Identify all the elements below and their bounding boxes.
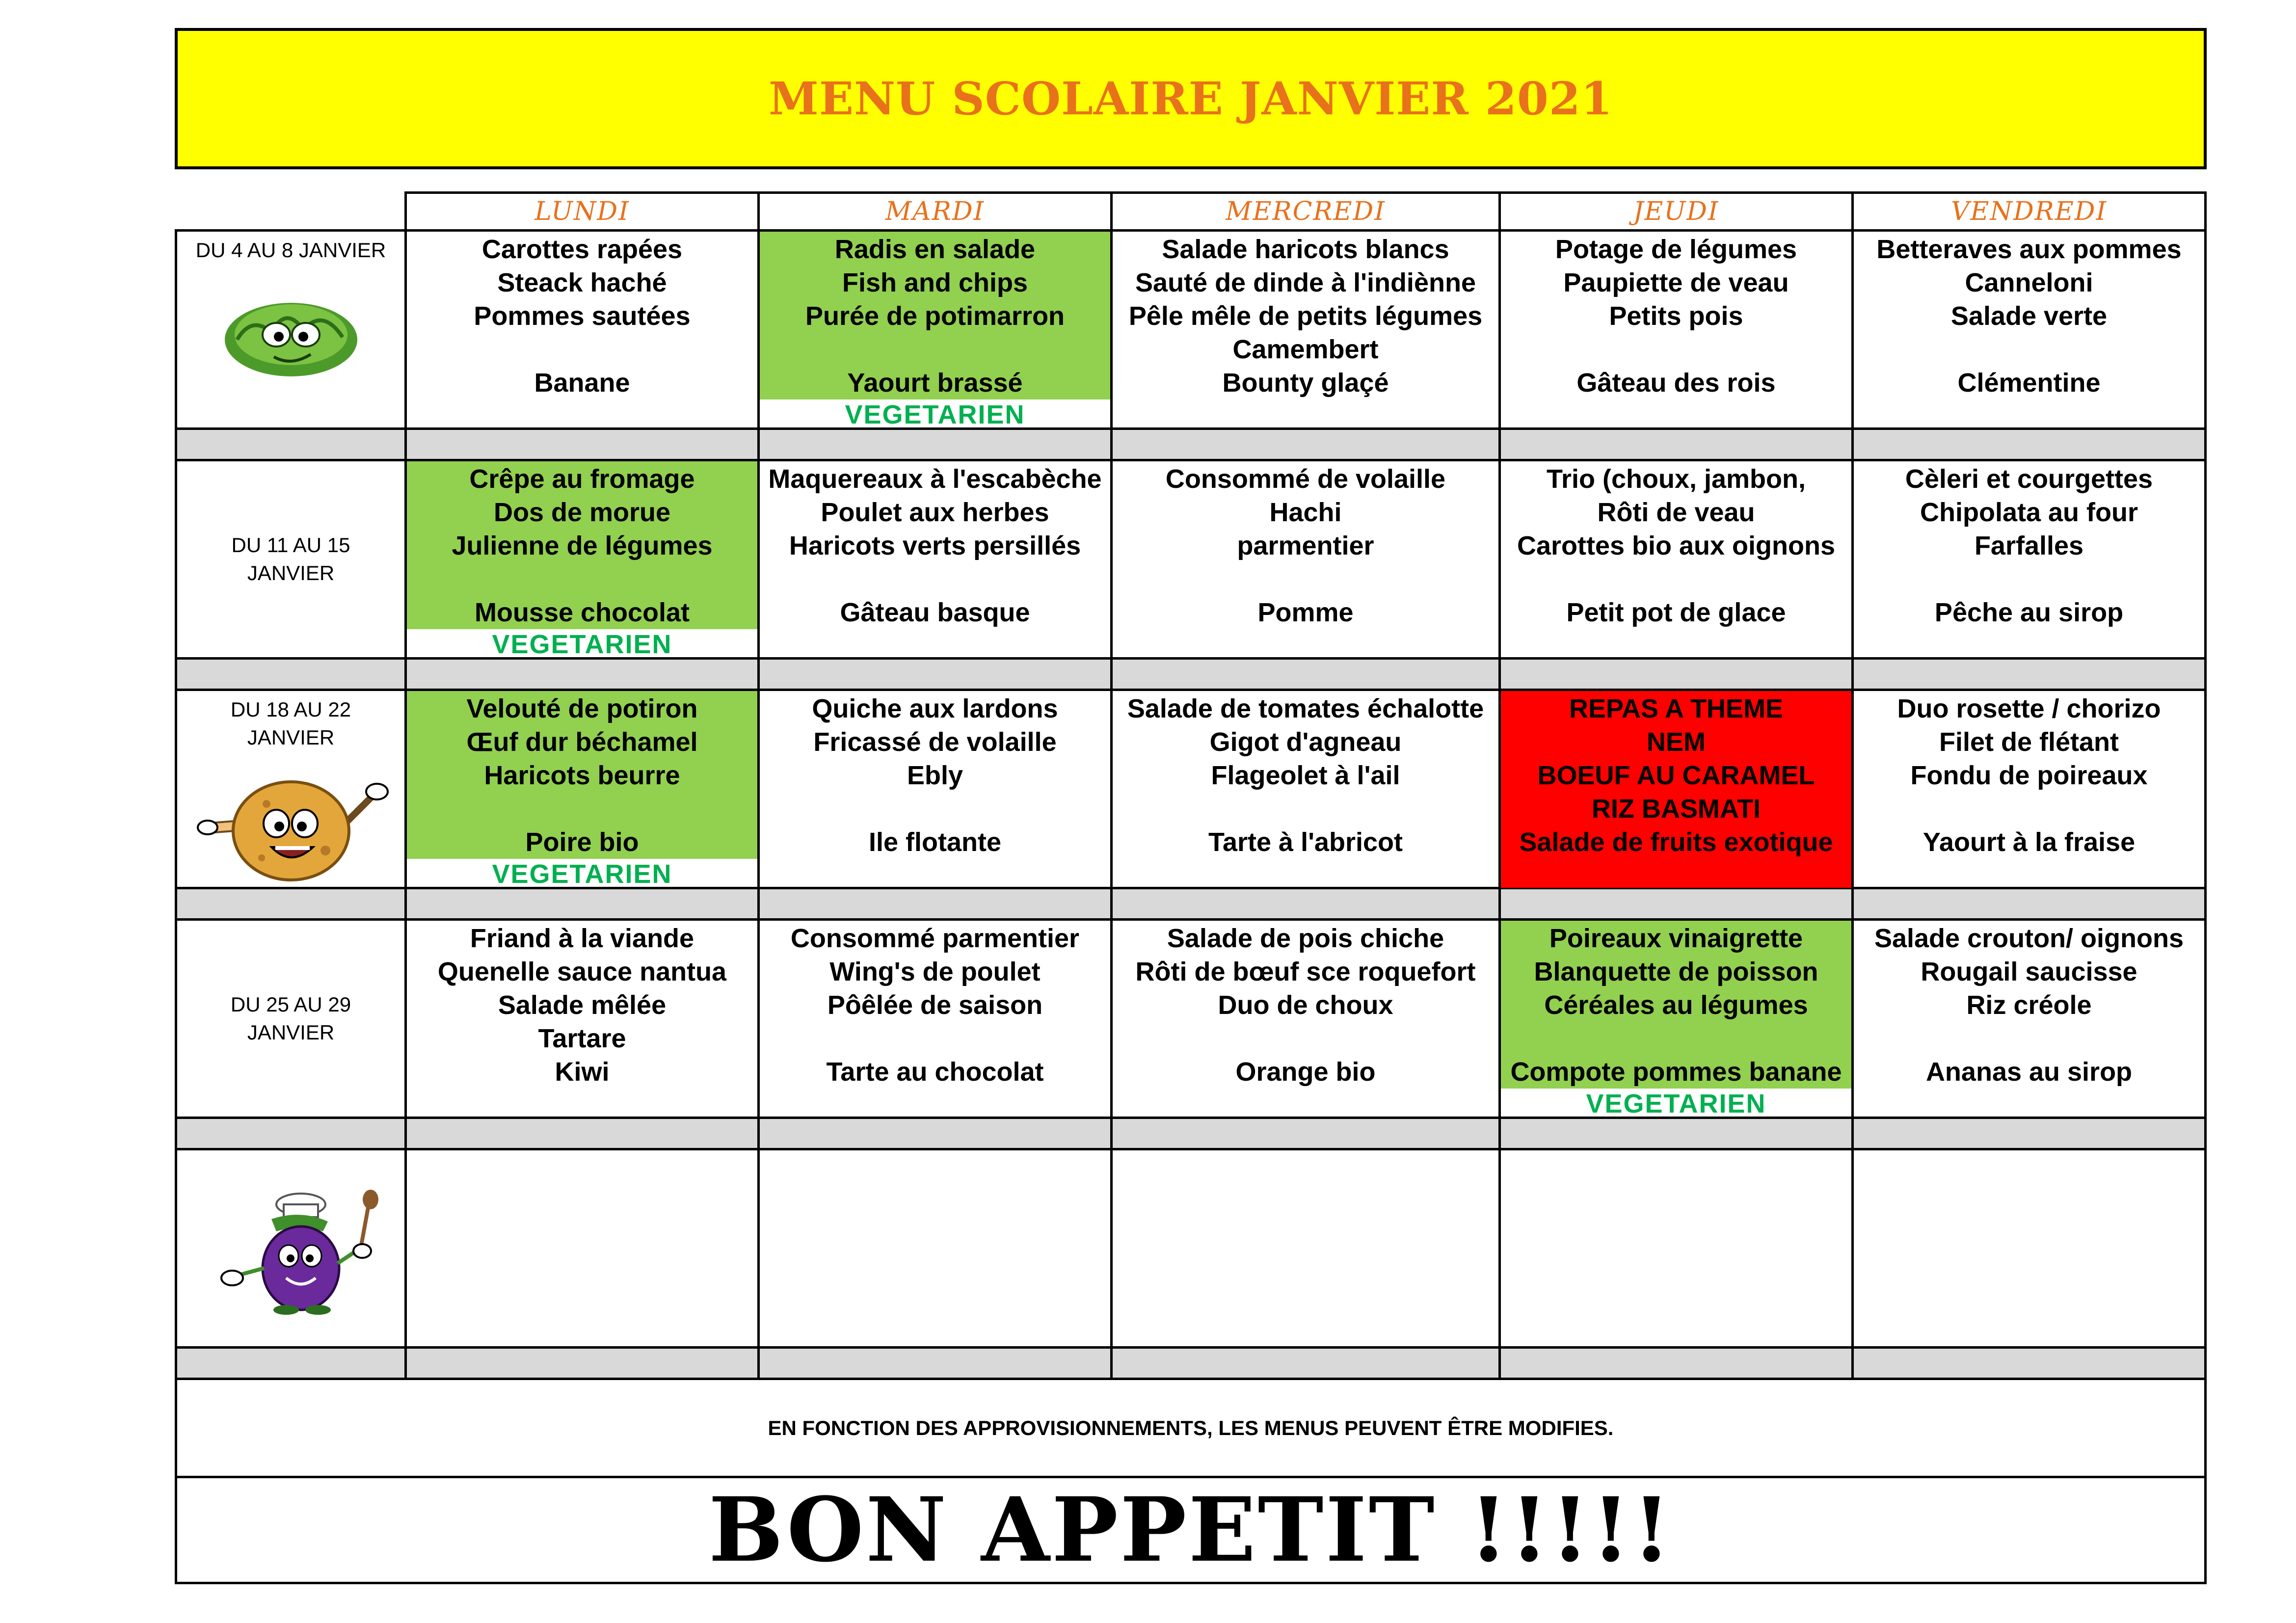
row-spacer bbox=[1854, 889, 2207, 921]
menu-line: Pomme bbox=[1257, 598, 1354, 627]
menu-line: RIZ BASMATI bbox=[1592, 794, 1761, 824]
empty-cell bbox=[1501, 1150, 1854, 1349]
table-corner bbox=[175, 191, 407, 232]
menu-line: parmentier bbox=[1237, 531, 1374, 560]
menu-line: Gâteau des rois bbox=[1576, 368, 1776, 398]
menu-line: Trio (choux, jambon, bbox=[1546, 464, 1806, 494]
row-spacer bbox=[1501, 1119, 1854, 1150]
menu-cell-w4-vendredi bbox=[1854, 921, 2207, 1119]
menu-line: Rougail saucisse bbox=[1921, 957, 2137, 986]
week-label-3 bbox=[175, 691, 407, 889]
vegetarian-tag: VEGETARIEN bbox=[845, 400, 1025, 429]
row-spacer bbox=[1501, 660, 1854, 691]
menu-line: Banane bbox=[534, 368, 630, 398]
menu-cell-w3-mercredi bbox=[1113, 691, 1501, 889]
menu-line: Œuf dur béchamel bbox=[466, 727, 698, 757]
menu-cell-w2-mercredi bbox=[1113, 461, 1501, 660]
menu-line: Yaourt à la fraise bbox=[1922, 827, 2136, 857]
empty-cell bbox=[407, 1150, 760, 1349]
menu-line: Clémentine bbox=[1957, 368, 2101, 398]
day-header-monday: LUNDI bbox=[407, 191, 760, 232]
menu-line: Salade mêlée bbox=[498, 990, 667, 1020]
menu-cell-w4-mercredi bbox=[1113, 921, 1501, 1119]
empty-cell bbox=[1854, 1150, 2207, 1349]
menu-cell-w4-mardi bbox=[760, 921, 1113, 1119]
empty-cell bbox=[760, 1150, 1113, 1349]
menu-cell-w2-lundi bbox=[407, 461, 760, 660]
menu-line: Salade de fruits exotique bbox=[1519, 827, 1833, 857]
menu-table bbox=[175, 191, 2207, 1602]
menu-line: NEM bbox=[1647, 727, 1706, 757]
menu-line: Friand à la viande bbox=[470, 924, 694, 953]
menu-cell-w2-vendredi bbox=[1854, 461, 2207, 660]
menu-line: Crêpe au fromage bbox=[469, 464, 695, 494]
row-spacer bbox=[1501, 889, 1854, 921]
menu-line: Salade haricots blancs bbox=[1162, 235, 1449, 264]
menu-cell-w3-lundi bbox=[407, 691, 760, 889]
menu-line: Salade de pois chiche bbox=[1167, 924, 1444, 953]
menu-line: Salade de tomates échalotte bbox=[1127, 694, 1484, 723]
menu-line: Orange bio bbox=[1235, 1057, 1376, 1087]
menu-cell-w1-vendredi bbox=[1854, 232, 2207, 430]
row-spacer bbox=[407, 430, 760, 461]
menu-cell-w1-jeudi bbox=[1501, 232, 1854, 430]
row-spacer bbox=[760, 430, 1113, 461]
row-spacer bbox=[175, 1119, 407, 1150]
potato-mascot-icon bbox=[177, 765, 404, 882]
week-label-2 bbox=[175, 461, 407, 660]
menu-line: Canneloni bbox=[1965, 268, 2093, 297]
row-spacer bbox=[1501, 430, 1854, 461]
menu-line: Radis en salade bbox=[834, 235, 1036, 264]
menu-line: Céréales au légumes bbox=[1544, 990, 1808, 1020]
menu-line: Camembert bbox=[1232, 335, 1379, 364]
menu-line: Salade crouton/ oignons bbox=[1874, 924, 2184, 953]
row-spacer bbox=[1113, 889, 1501, 921]
menu-line: Compote pommes banane bbox=[1510, 1057, 1842, 1087]
menu-cell-w4-jeudi bbox=[1501, 921, 1854, 1119]
menu-line: Steack haché bbox=[497, 268, 667, 297]
menu-cell-w2-mardi bbox=[760, 461, 1113, 660]
menu-line: BOEUF AU CARAMEL bbox=[1537, 761, 1815, 790]
menu-line: Fricassé de volaille bbox=[813, 727, 1057, 757]
menu-line: Maquereaux à l'escabèche bbox=[768, 464, 1102, 494]
row-spacer bbox=[760, 1349, 1113, 1380]
menu-line: Consommé parmentier bbox=[790, 924, 1080, 953]
menu-line: Ebly bbox=[907, 761, 963, 790]
menu-line: Fish and chips bbox=[842, 268, 1028, 297]
empty-cell bbox=[1113, 1150, 1501, 1349]
menu-cell-w3-jeudi-theme bbox=[1501, 691, 1854, 889]
menu-line: Filet de flétant bbox=[1939, 727, 2119, 757]
row-spacer bbox=[1854, 660, 2207, 691]
menu-line: Blanquette de poisson bbox=[1534, 957, 1818, 986]
menu-line: Wing's de poulet bbox=[829, 957, 1041, 986]
menu-line: Salade verte bbox=[1950, 301, 2108, 331]
menu-line: Duo rosette / chorizo bbox=[1897, 694, 2161, 723]
row-spacer bbox=[175, 660, 407, 691]
vegetarian-tag: VEGETARIEN bbox=[492, 630, 672, 659]
menu-line: Pêle mêle de petits légumes bbox=[1128, 301, 1483, 331]
menu-cell-w1-mercredi bbox=[1113, 232, 1501, 430]
row-spacer bbox=[1113, 660, 1501, 691]
menu-line: Farfalles bbox=[1974, 531, 2084, 560]
row-spacer bbox=[1854, 1119, 2207, 1150]
row-spacer bbox=[760, 660, 1113, 691]
row-spacer bbox=[175, 430, 407, 461]
row-spacer bbox=[1113, 1349, 1501, 1380]
menu-line: Petit pot de glace bbox=[1566, 598, 1786, 627]
row-spacer bbox=[1113, 1119, 1501, 1150]
vegetarian-tag: VEGETARIEN bbox=[492, 859, 672, 889]
menu-line: Rôti de bœuf sce roquefort bbox=[1135, 957, 1476, 986]
menu-line: Carottes bio aux oignons bbox=[1517, 531, 1836, 560]
menu-line: Velouté de potiron bbox=[466, 694, 698, 723]
menu-line: Pôêlée de saison bbox=[827, 990, 1043, 1020]
menu-cell-w4-lundi bbox=[407, 921, 760, 1119]
week-4-dates: DU 25 AU 29 JANVIER bbox=[230, 992, 351, 1044]
lettuce-mascot-icon bbox=[177, 286, 404, 384]
menu-line: Gigot d'agneau bbox=[1209, 727, 1402, 757]
menu-line: Riz créole bbox=[1966, 990, 2092, 1020]
supply-disclaimer: EN FONCTION DES APPROVISIONNEMENTS, LES MENUS PEUVENT ÊTRE MODIFIES. bbox=[175, 1380, 2207, 1478]
vegetarian-tag: VEGETARIEN bbox=[1586, 1089, 1766, 1118]
menu-line: Petits pois bbox=[1609, 301, 1743, 331]
row-spacer bbox=[175, 889, 407, 921]
week-label-empty bbox=[175, 1150, 407, 1349]
menu-line: Pêche au sirop bbox=[1934, 598, 2124, 627]
menu-line: Poireaux vinaigrette bbox=[1549, 924, 1803, 953]
menu-line: Pommes sautées bbox=[474, 301, 691, 331]
menu-line: Ananas au sirop bbox=[1925, 1057, 2133, 1087]
theme-meal-title: REPAS A THEME bbox=[1569, 694, 1784, 723]
week-label-1 bbox=[175, 232, 407, 430]
bon-appetit-banner: BON APPETIT !!!!! bbox=[175, 1478, 2207, 1584]
menu-line: Consommé de volaille bbox=[1165, 464, 1446, 494]
row-spacer bbox=[407, 660, 760, 691]
day-header-tuesday: MARDI bbox=[760, 191, 1113, 232]
menu-line: Quiche aux lardons bbox=[812, 694, 1058, 723]
menu-line: Cèleri et courgettes bbox=[1905, 464, 2153, 494]
row-spacer bbox=[407, 1349, 760, 1380]
week-2-dates: DU 11 AU 15 JANVIER bbox=[231, 533, 350, 585]
row-spacer bbox=[407, 889, 760, 921]
row-spacer bbox=[1113, 430, 1501, 461]
row-spacer bbox=[1854, 1349, 2207, 1380]
menu-line: Kiwi bbox=[555, 1057, 610, 1087]
menu-cell-w1-mardi bbox=[760, 232, 1113, 430]
row-spacer bbox=[1854, 430, 2207, 461]
menu-line: Duo de choux bbox=[1218, 990, 1393, 1020]
menu-line: Chipolata au four bbox=[1920, 498, 2138, 527]
menu-title: MENU SCOLAIRE JANVIER 2021 bbox=[769, 72, 1613, 125]
menu-line: Haricots beurre bbox=[484, 761, 680, 790]
day-header-friday: VENDREDI bbox=[1854, 191, 2207, 232]
menu-line: Paupiette de veau bbox=[1563, 268, 1789, 297]
menu-line: Betteraves aux pommes bbox=[1876, 235, 2182, 264]
menu-title-banner bbox=[175, 28, 2207, 169]
menu-cell-w3-vendredi bbox=[1854, 691, 2207, 889]
menu-cell-w1-lundi bbox=[407, 232, 760, 430]
menu-cell-w2-jeudi bbox=[1501, 461, 1854, 660]
menu-line: Julienne de légumes bbox=[452, 531, 713, 560]
menu-line: Gâteau basque bbox=[840, 598, 1030, 627]
menu-line: Haricots verts persillés bbox=[789, 531, 1081, 560]
menu-line: Flageolet à l'ail bbox=[1211, 761, 1400, 790]
week-label-4 bbox=[175, 921, 407, 1119]
day-header-wednesday: MERCREDI bbox=[1113, 191, 1501, 232]
menu-line: Carottes rapées bbox=[481, 235, 683, 264]
menu-line: Mousse chocolat bbox=[474, 598, 690, 627]
menu-line: Purée de potimarron bbox=[805, 301, 1065, 331]
week-1-dates: DU 4 AU 8 JANVIER bbox=[195, 239, 386, 262]
eggplant-chef-mascot-icon bbox=[177, 1190, 404, 1317]
menu-line: Tarte au chocolat bbox=[826, 1057, 1044, 1087]
week-3-dates: DU 18 AU 22 JANVIER bbox=[230, 698, 351, 749]
row-spacer bbox=[1501, 1349, 1854, 1380]
menu-line: Yaourt brassé bbox=[847, 368, 1023, 398]
menu-line: Poulet aux herbes bbox=[821, 498, 1049, 527]
menu-line: Dos de morue bbox=[493, 498, 671, 527]
row-spacer bbox=[407, 1119, 760, 1150]
row-spacer bbox=[760, 889, 1113, 921]
menu-line: Tarte à l'abricot bbox=[1208, 827, 1403, 857]
row-spacer bbox=[175, 1349, 407, 1380]
menu-line: Ile flotante bbox=[868, 827, 1002, 857]
menu-line: Hachi bbox=[1269, 498, 1342, 527]
menu-line: Tartare bbox=[538, 1024, 626, 1053]
day-header-thursday: JEUDI bbox=[1501, 191, 1854, 232]
menu-line: Fondu de poireaux bbox=[1910, 761, 2148, 790]
menu-line: Quenelle sauce nantua bbox=[437, 957, 727, 986]
menu-line: Sauté de dinde à l'indiènne bbox=[1135, 268, 1476, 297]
menu-line: Rôti de veau bbox=[1597, 498, 1755, 527]
menu-line: Potage de légumes bbox=[1555, 235, 1797, 264]
row-spacer bbox=[760, 1119, 1113, 1150]
menu-cell-w3-mardi bbox=[760, 691, 1113, 889]
menu-line: Bounty glaçé bbox=[1222, 368, 1389, 398]
menu-line: Poire bio bbox=[525, 827, 639, 857]
